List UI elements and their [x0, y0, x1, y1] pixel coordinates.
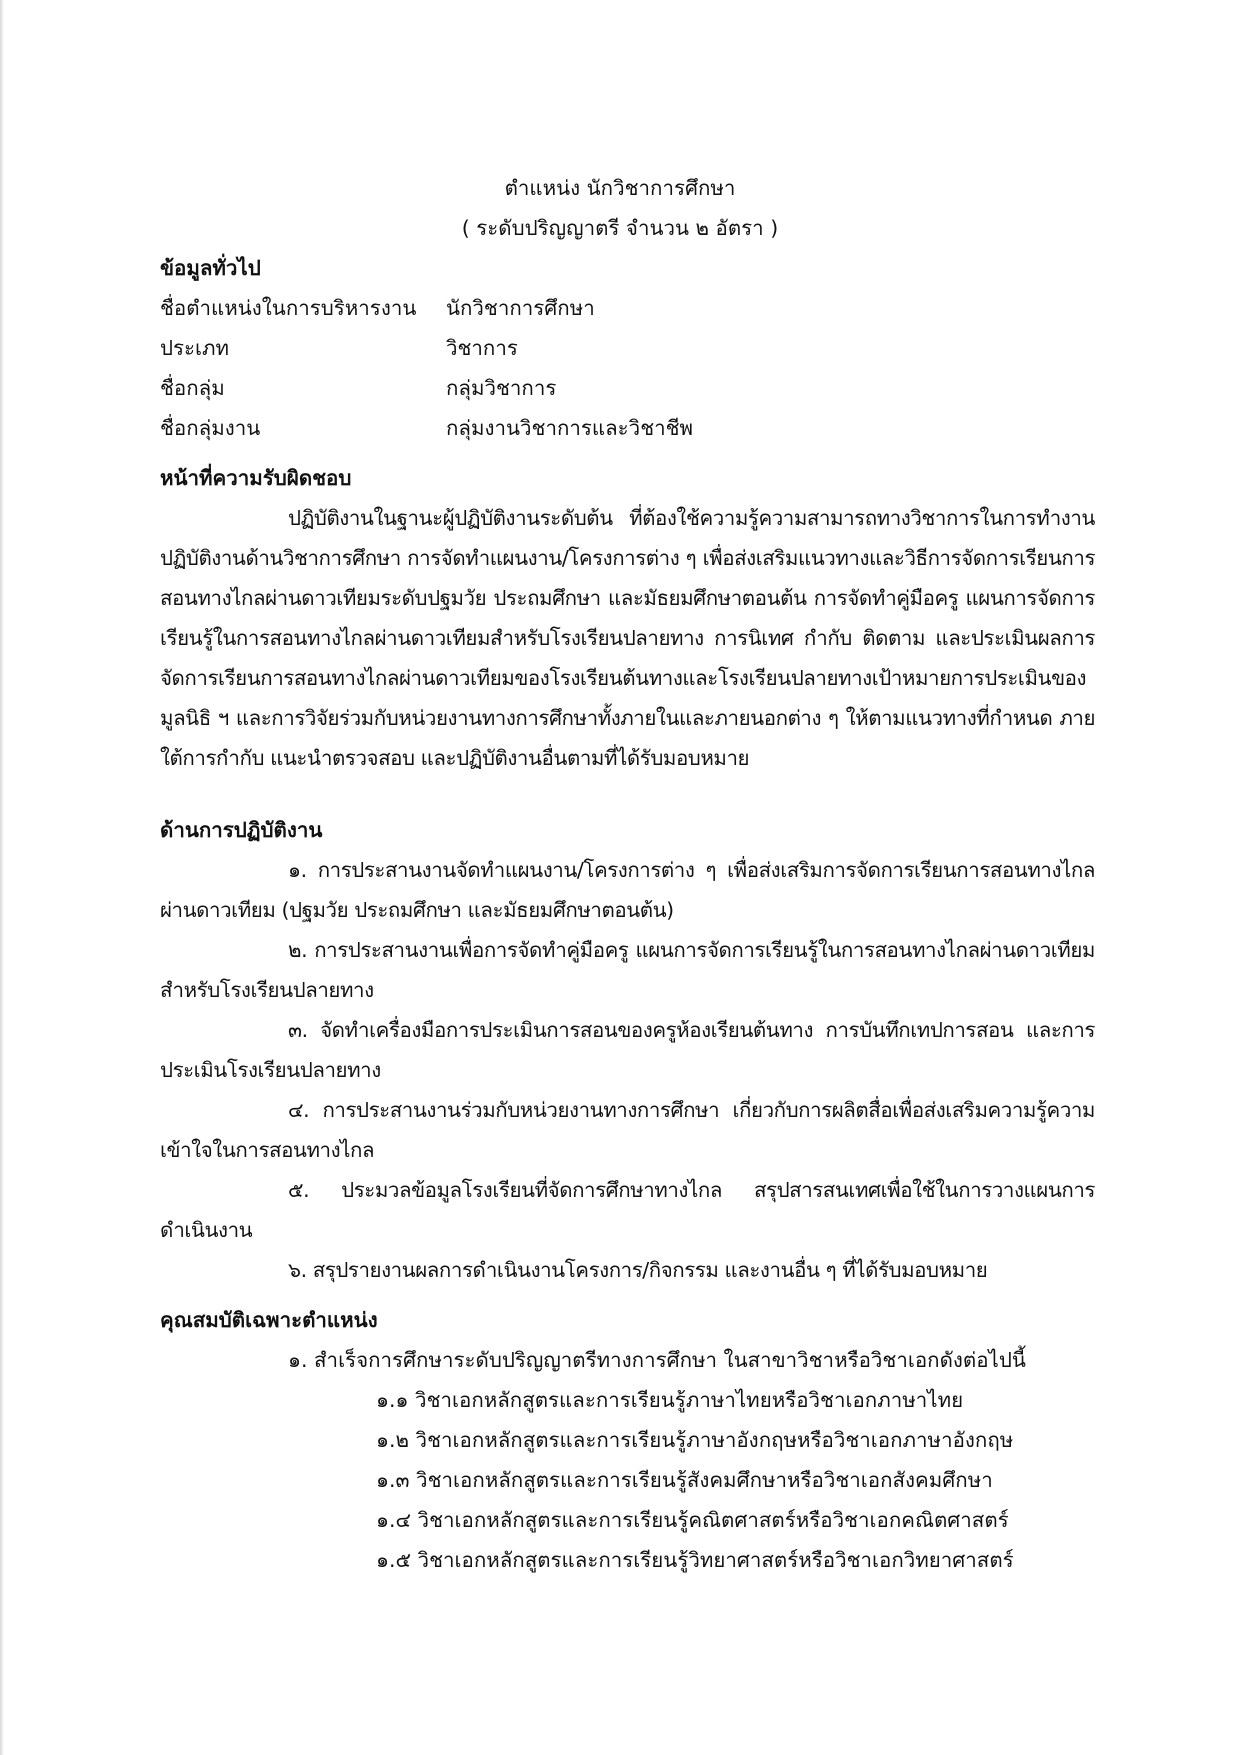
operation-item: ๖. สรุปรายงานผลการดำเนินงานโครงการ/กิจกรรม และงานอื่น ๆ ที่ได้รับมอบหมาย — [288, 1258, 988, 1282]
operation-item: ๕. ประมวลข้อมูลโรงเรียนที่จัดการศึกษาทางไกล สรุปสารสนเทศเพื่อใช้ในการวางแผนการดำเนินงาน — [160, 1178, 1095, 1242]
info-row — [160, 288, 1095, 328]
responsibility-paragraph: ปฏิบัติงานในฐานะผู้ปฏิบัติงานระดับต้น ที่ต้องใช้ความรู้ความสามารถทางวิชาการในการทำงาน ปฏิบัติงานด้านวิชาการศึกษา การจัดทำแผนงาน/โครงการต่าง ๆ เพื่อส่งเสริมแนวทางและวิธีการจัดการเรียนการสอนทางไกลผ่านดาวเทียมระดับปฐมวัย ประถมศึกษา และมัธยมศึกษาตอนต้น การจัดทำคู่มือครู แผนการจัดการเรียนรู้ในการสอนทางไกลผ่านดาวเทียมสำหรับโรงเรียนปลายทาง การนิเทศ กำกับ ติดตาม และประเมินผลการจัดการเรียนการสอนทางไกลผ่านดาวเทียมของโรงเรียนต้นทางและโรงเรียนปลายทางเป้าหมายการประเมินของมูลนิธิ ฯ และการวิจัยร่วมกับหน่วยงานทางการศึกษาทั้งภายในและภายนอกต่าง ๆ ให้ตามแนวทางที่กำหนด ภายใต้การกำกับ แนะนำตรวจสอบ และปฏิบัติงานอื่นตามที่ได้รับมอบหมาย — [160, 506, 1095, 770]
operation-item: ๑. การประสานงานจัดทำแผนงาน/โครงการต่าง ๆ เพื่อส่งเสริมการจัดการเรียนการสอนทางไกลผ่านดาวเทียม (ปฐมวัย ประถมศึกษา และมัธยมศึกษาตอนต้น) — [160, 858, 1095, 922]
qualification-subitem: ๑.๓ วิชาเอกหลักสูตรและการเรียนรู้สังคมศึกษาหรือวิชาเอกสังคมศึกษา — [376, 1468, 993, 1492]
spacer — [160, 778, 1095, 810]
info-row — [160, 328, 1095, 368]
info-row — [160, 408, 1095, 448]
qualification-item: ๑. สำเร็จการศึกษาระดับปริญญาตรีทางการศึกษา ในสาขาวิชาหรือวิชาเอกดังต่อไปนี้ — [288, 1348, 1026, 1372]
info-value: วิชาการ — [446, 336, 518, 360]
document-page — [160, 168, 1095, 1580]
qualifications-heading: คุณสมบัติเฉพาะตำแหน่ง — [160, 1308, 378, 1332]
scan-edge — [0, 0, 4, 1755]
operations-heading: ด้านการปฏิบัติงาน — [160, 818, 323, 842]
operation-item: ๔. การประสานงานร่วมกับหน่วยงานทางการศึกษา เกี่ยวกับการผลิตสื่อเพื่อส่งเสริมความรู้ความเข้าใจในการสอนทางไกล — [160, 1098, 1095, 1162]
info-value: กลุ่มงานวิชาการและวิชาชีพ — [446, 416, 694, 440]
position-title: ตำแหน่ง นักวิชาการศึกษา — [504, 176, 736, 200]
general-info-table — [160, 288, 1095, 448]
qualification-subitem: ๑.๑ วิชาเอกหลักสูตรและการเรียนรู้ภาษาไทยหรือวิชาเอกภาษาไทย — [376, 1388, 964, 1412]
operation-item: ๓. จัดทำเครื่องมือการประเมินการสอนของครูห้องเรียนต้นทาง การบันทึกเทปการสอน และการประเมินโรงเรียนปลายทาง — [160, 1018, 1095, 1082]
spacer — [160, 448, 1095, 458]
position-subtitle: ( ระดับปริญญาตรี จำนวน ๒ อัตรา ) — [461, 216, 779, 240]
info-value: กลุ่มวิชาการ — [446, 376, 557, 400]
responsibility-heading: หน้าที่ความรับผิดชอบ — [160, 466, 352, 490]
title-block — [300, 168, 940, 248]
qualification-subitem: ๑.๒ วิชาเอกหลักสูตรและการเรียนรู้ภาษาอังกฤษหรือวิชาเอกภาษาอังกฤษ — [376, 1428, 1014, 1452]
qualification-subitem: ๑.๔ วิชาเอกหลักสูตรและการเรียนรู้คณิตศาสตร์หรือวิชาเอกคณิตศาสตร์ — [376, 1508, 1009, 1532]
info-value: นักวิชาการศึกษา — [446, 296, 595, 320]
info-label: ชื่อตำแหน่งในการบริหารงาน — [160, 296, 417, 320]
info-row — [160, 368, 1095, 408]
operation-item: ๒. การประสานงานเพื่อการจัดทำคู่มือครู แผนการจัดการเรียนรู้ในการสอนทางไกลผ่านดาวเทียมสำหรับโรงเรียนปลายทาง — [160, 938, 1095, 1002]
info-label: ประเภท — [160, 336, 230, 360]
info-label: ชื่อกลุ่ม — [160, 376, 225, 400]
qualification-subitem: ๑.๕ วิชาเอกหลักสูตรและการเรียนรู้วิทยาศาสตร์หรือวิชาเอกวิทยาศาสตร์ — [376, 1548, 1014, 1572]
spacer — [160, 1290, 1095, 1300]
info-label: ชื่อกลุ่มงาน — [160, 416, 261, 440]
general-info-heading: ข้อมูลทั่วไป — [160, 256, 261, 280]
